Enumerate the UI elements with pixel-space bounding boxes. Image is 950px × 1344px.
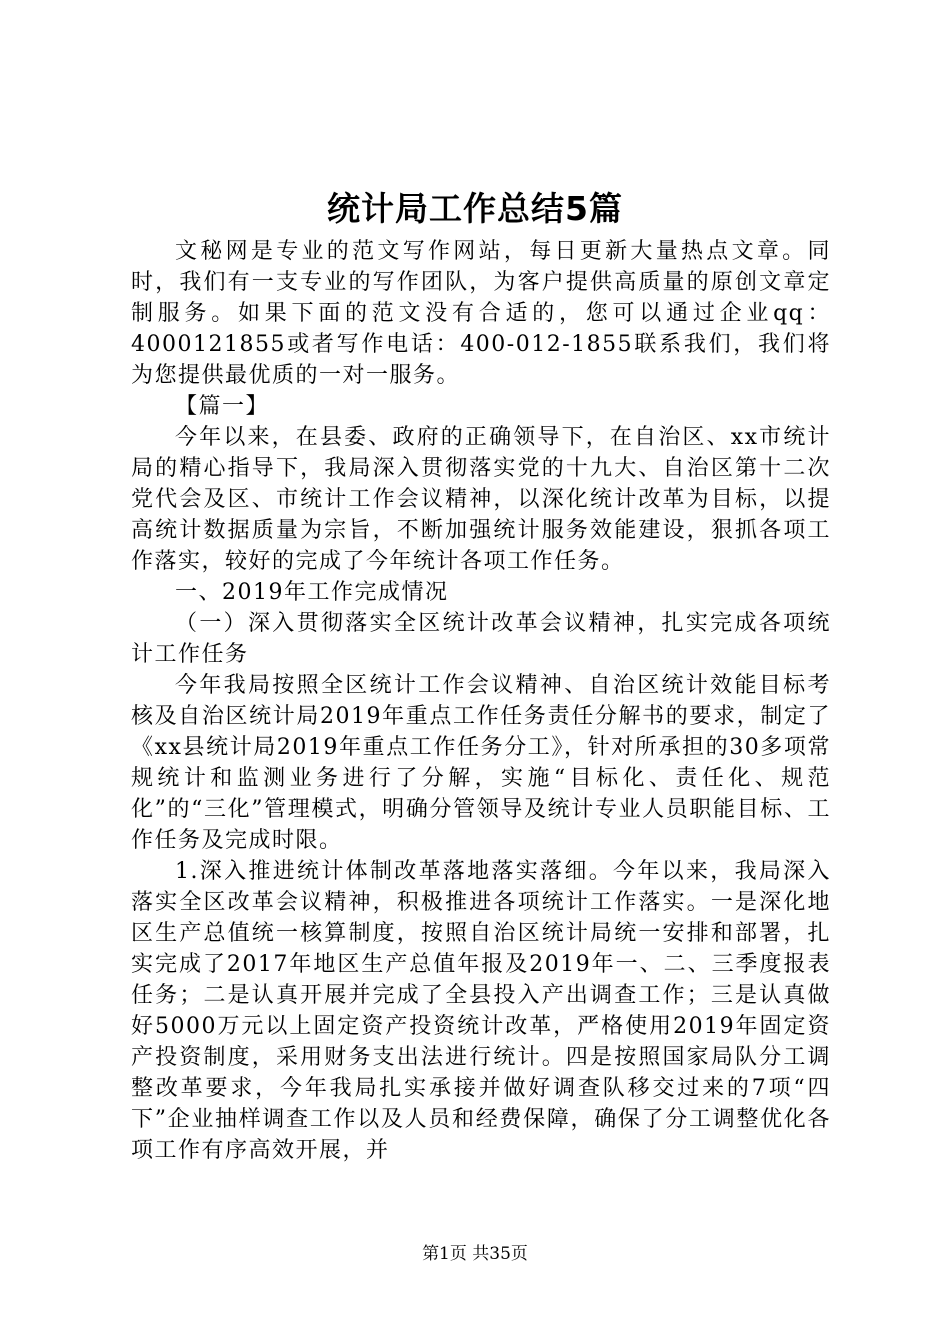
document-body xyxy=(131,236,831,1166)
subsection-heading-1: （一）深入贯彻落实全区统计改革会议精神，扎实完成各项统计工作任务 xyxy=(131,611,831,667)
intro-paragraph: 文秘网是专业的范文写作网站，每日更新大量热点文章。同时，我们有一支专业的写作团队，为客户提供高质量的原创文章定制服务。如果下面的范文没有合适的，您可以通过企业qq：4000121855或者写作电话：400-012-1855联系我们，我们将为您提供最优质的一对一服务。 xyxy=(131,239,831,388)
summary-paragraph: 今年以来，在县委、政府的正确领导下，在自治区、xx市统计局的精心指导下，我局深入贯彻落实党的十九大、自治区第十二次党代会及区、市统计工作会议精神，以深化统计改革为目标，以提高统计数据质量为宗旨，不断加强统计服务效能建设，狠抓各项工作落实，较好的完成了今年统计各项工作任务。 xyxy=(131,425,831,574)
body-paragraph: 今年我局按照全区统计工作会议精神、自治区统计效能目标考核及自治区统计局2019年重点工作任务责任分解书的要求，制定了《xx县统计局2019年重点工作任务分工》，针对所承担的30多项常规统计和监测业务进行了分解，实施“目标化、责任化、规范化”的“三化”管理模式，明确分管领导及统计专业人员职能目标、工作任务及完成时限。 xyxy=(131,673,831,853)
page-title: 统计局工作总结5篇 xyxy=(327,189,623,228)
section-heading-part-one: 【篇一】 xyxy=(175,394,270,419)
section-heading-2019: 一、2019年工作完成情况 xyxy=(175,580,449,605)
body-paragraph: 1.深入推进统计体制改革落地落实落细。今年以来，我局深入落实全区改革会议精神，积极推进各项统计工作落实。一是深化地区生产总值统一核算制度，按照自治区统计局统一安排和部署，扎实完成了2017年地区生产总值年报及2019年一、二、三季度报表任务；二是认真开展并完成了全县投入产出调查工作；三是认真做好5000万元以上固定资产投资统计改革，严格使用2019年固定资产投资制度，采用财务支出法进行统计。四是按照国家局队分工调整改革要求，今年我局扎实承接并做好调查队移交过来的7项“四下”企业抽样调查工作以及人员和经费保障，确保了分工调整优化各项工作有序高效开展，并 xyxy=(131,859,831,1163)
page-footer: 第1页 共35页 xyxy=(422,1244,528,1264)
